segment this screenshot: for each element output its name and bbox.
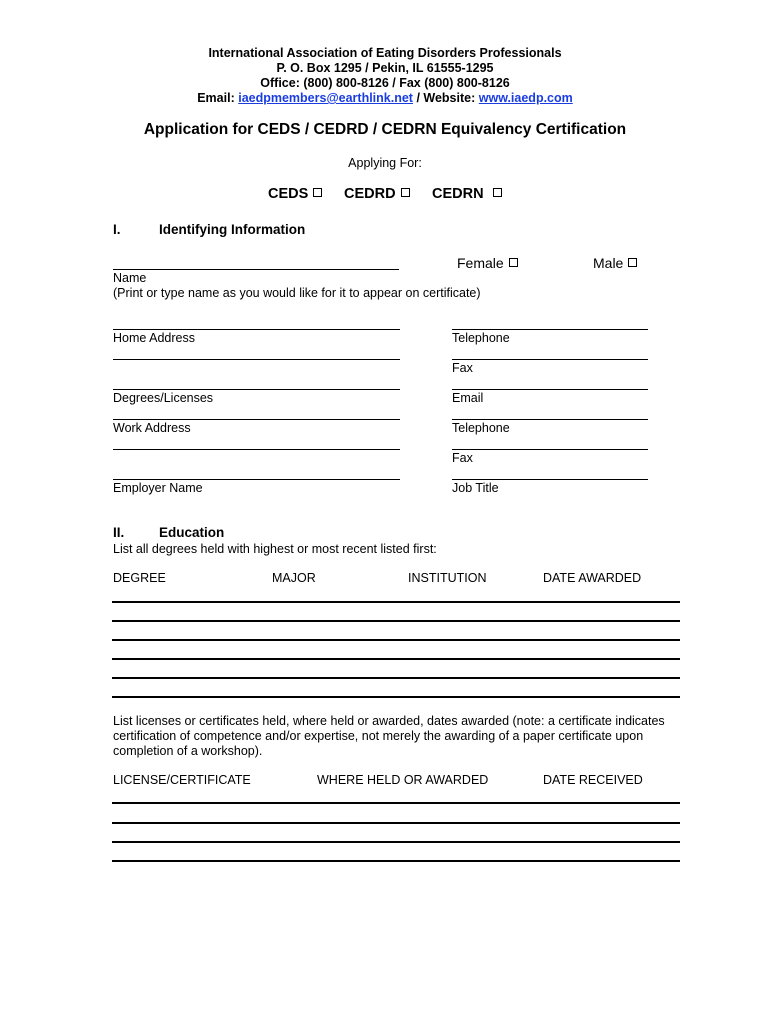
page-title: Application for CEDS / CEDRD / CEDRN Equivalency Certification bbox=[143, 121, 627, 138]
name-line[interactable] bbox=[113, 269, 399, 270]
work-address-line-2[interactable] bbox=[113, 449, 400, 450]
degree-row-line[interactable] bbox=[112, 696, 680, 698]
option-cedrn-label: CEDRN bbox=[432, 186, 484, 202]
checkbox-male[interactable] bbox=[628, 258, 637, 267]
home-address-line[interactable] bbox=[113, 329, 400, 330]
name-label: Name bbox=[113, 271, 147, 285]
option-cedrn[interactable] bbox=[432, 186, 502, 202]
fax2-line[interactable] bbox=[452, 449, 648, 450]
degree-row-line[interactable] bbox=[112, 658, 680, 660]
checkbox-cedrd[interactable] bbox=[401, 188, 410, 197]
org-name: International Association of Eating Disorders Professionals bbox=[208, 46, 562, 60]
degrees-label: Degrees/Licenses bbox=[113, 391, 214, 405]
fax1-line[interactable] bbox=[452, 359, 648, 360]
license-note-line1: List licenses or certificates held, where held or awarded, dates awarded (note: a certificate indicates bbox=[113, 714, 665, 728]
degree-row-line[interactable] bbox=[112, 620, 680, 622]
employer-line[interactable] bbox=[113, 479, 400, 480]
education-instruction: List all degrees held with highest or most recent listed first: bbox=[113, 542, 437, 556]
website-label: / Website: bbox=[416, 91, 476, 105]
male-option[interactable] bbox=[593, 255, 637, 271]
option-cedrd-label: CEDRD bbox=[344, 186, 396, 202]
telephone1-line[interactable] bbox=[452, 329, 648, 330]
col-license: LICENSE/CERTIFICATE bbox=[113, 773, 251, 787]
col-institution: INSTITUTION bbox=[408, 571, 487, 585]
license-row-line[interactable] bbox=[112, 841, 680, 843]
checkbox-cedrn[interactable] bbox=[493, 188, 502, 197]
license-note-line2: certification of competence and/or expertise, not merely the awarding of a paper certificate upon bbox=[113, 729, 644, 743]
checkbox-female[interactable] bbox=[509, 258, 518, 267]
email-link[interactable]: iaedpmembers@earthlink.net bbox=[238, 91, 413, 105]
license-row-line[interactable] bbox=[112, 822, 680, 824]
option-ceds-label: CEDS bbox=[268, 186, 309, 202]
degrees-line[interactable] bbox=[113, 389, 400, 390]
col-major: MAJOR bbox=[272, 571, 316, 585]
telephone2-label: Telephone bbox=[452, 421, 510, 435]
col-degree: DEGREE bbox=[113, 571, 166, 585]
job-title-line[interactable] bbox=[452, 479, 648, 480]
section2-title: Education bbox=[159, 525, 225, 540]
option-cedrd[interactable] bbox=[344, 186, 410, 202]
website-link[interactable]: www.iaedp.com bbox=[478, 91, 573, 105]
degree-row-line[interactable] bbox=[112, 639, 680, 641]
col-where-held: WHERE HELD OR AWARDED bbox=[317, 773, 489, 787]
female-option[interactable] bbox=[457, 255, 518, 271]
section1-title: Identifying Information bbox=[159, 222, 306, 237]
email-label: Email: bbox=[197, 91, 235, 105]
degree-row-line[interactable] bbox=[112, 677, 680, 679]
applying-for-label: Applying For: bbox=[348, 156, 422, 170]
fax2-label: Fax bbox=[452, 451, 473, 465]
degree-row-line[interactable] bbox=[112, 601, 680, 603]
email-line[interactable] bbox=[452, 389, 648, 390]
license-note-line3: completion of a workshop). bbox=[113, 744, 263, 758]
male-label: Male bbox=[593, 255, 624, 271]
license-row-line[interactable] bbox=[112, 860, 680, 862]
home-address-label: Home Address bbox=[113, 331, 195, 345]
section1-number: I. bbox=[113, 222, 121, 237]
org-phones: Office: (800) 800-8126 / Fax (800) 800-8126 bbox=[260, 76, 510, 90]
employer-label: Employer Name bbox=[113, 481, 203, 495]
work-address-label: Work Address bbox=[113, 421, 191, 435]
org-contact bbox=[0, 91, 770, 105]
license-row-line[interactable] bbox=[112, 802, 680, 804]
email-field-label: Email bbox=[452, 391, 484, 405]
col-date-received: DATE RECEIVED bbox=[543, 773, 643, 787]
name-hint: (Print or type name as you would like for it to appear on certificate) bbox=[113, 286, 481, 300]
checkbox-ceds[interactable] bbox=[313, 188, 322, 197]
option-ceds[interactable] bbox=[268, 186, 322, 202]
work-address-line[interactable] bbox=[113, 419, 400, 420]
fax1-label: Fax bbox=[452, 361, 473, 375]
section2-number: II. bbox=[113, 525, 125, 540]
home-address-line-2[interactable] bbox=[113, 359, 400, 360]
telephone1-label: Telephone bbox=[452, 331, 510, 345]
job-title-label: Job Title bbox=[452, 481, 499, 495]
telephone2-line[interactable] bbox=[452, 419, 648, 420]
col-date-awarded: DATE AWARDED bbox=[543, 571, 642, 585]
org-address: P. O. Box 1295 / Pekin, IL 61555-1295 bbox=[276, 61, 494, 75]
female-label: Female bbox=[457, 255, 504, 271]
